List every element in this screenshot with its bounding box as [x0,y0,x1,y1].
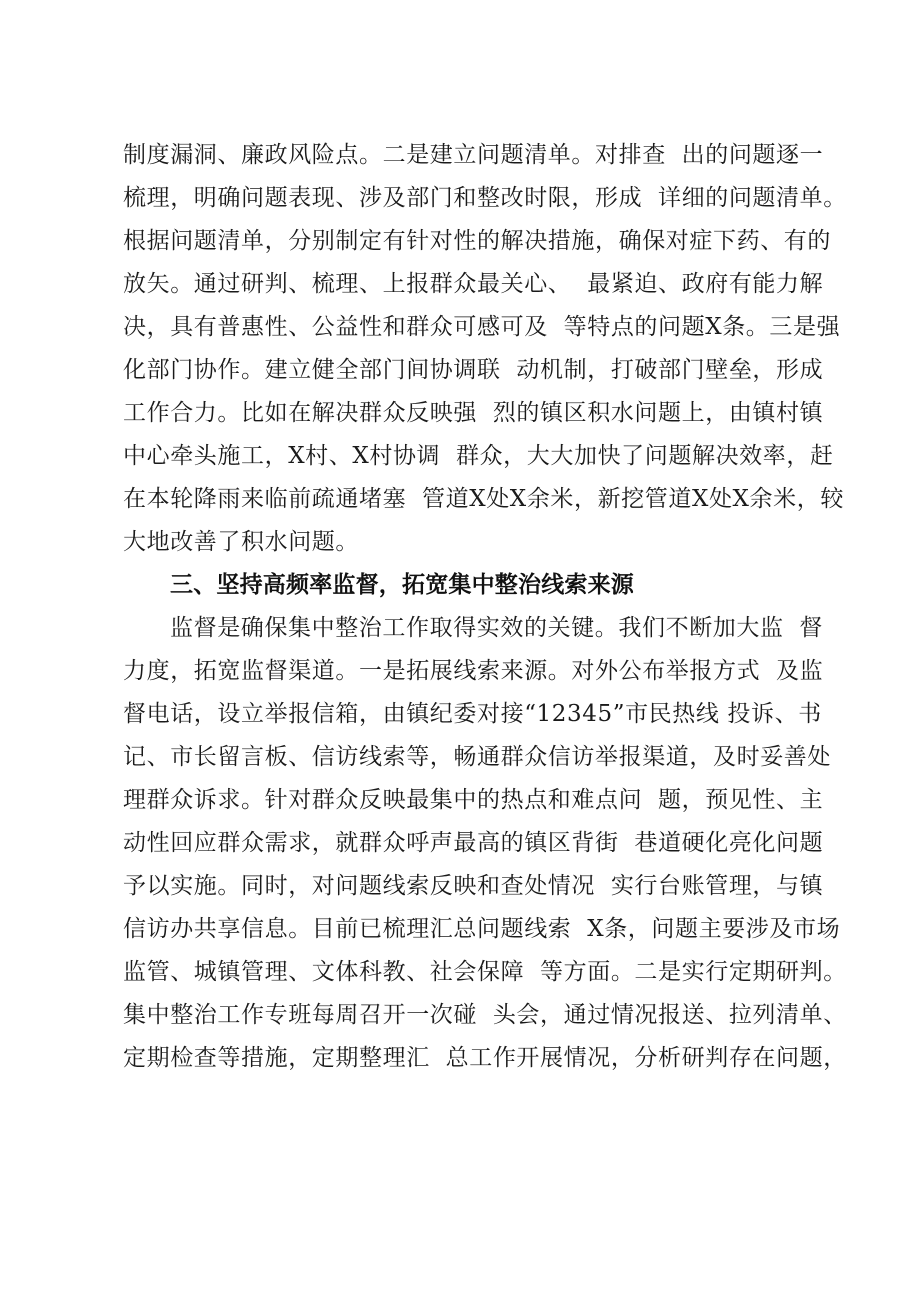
paragraph-1-line-2: 梳理，明确问题表现、涉及部门和整改时限，形成 详细的问题清单。 [123,185,847,211]
paragraph-1-line-1: 制度漏洞、廉政风险点。二是建立问题清单。对排查 出的问题逐一 [123,142,824,168]
paragraph-2-line-4: 记、市长留言板、信访线索等，畅通群众信访举报渠道，及时妥善处 [123,744,831,770]
paragraph-1-line-5: 决，具有普惠性、公益性和群众可感可及 等特点的问题X条。三是强 [123,314,841,340]
paragraph-2-line-9: 监管、城镇管理、文体科教、社会保障 等方面。二是实行定期研判。 [123,959,847,985]
paragraph-2-line-6: 动性回应群众需求，就群众呼声最高的镇区背街 巷道硬化亮化问题 [123,830,824,856]
paragraph-1-line-7: 工作合力。比如在解决群众反映强 烈的镇区积水问题上，由镇村镇 [123,400,824,426]
paragraph-2-line-10: 集中整治工作专班每周召开一次碰 头会，通过情况报送、拉列清单、 [123,1002,847,1028]
paragraph-2-line-3: 督电话，设立举报信箱，由镇纪委对接“12345”市民热线 投诉、书 [123,701,822,727]
paragraph-1-line-3: 根据问题清单，分别制定有针对性的解决措施，确保对症下药、有的 [123,228,831,254]
paragraph-1-line-4: 放矢。通过研判、梳理、上报群众最关心、 最紧迫、政府有能力解 [123,271,824,297]
paragraph-2-line-2: 力度，拓宽监督渠道。一是拓展线索来源。对外公布举报方式 及监 [123,658,824,684]
paragraph-2-line-8: 信访办共享信息。目前已梳理汇总问题线索 X条，问题主要涉及市场 [123,916,841,942]
section-heading: 三、坚持高频率监督，拓宽集中整治线索来源 [170,572,634,598]
paragraph-2-line-7: 予以实施。同时，对问题线索反映和查处情况 实行台账管理，与镇 [123,873,824,899]
paragraph-1-line-10: 大地改善了积水问题。 [123,529,359,555]
paragraph-2-line-11: 定期检查等措施，定期整理汇 总工作开展情况，分析研判存在问题， [123,1045,847,1071]
paragraph-1-line-9: 在本轮降雨来临前疏通堵塞 管道X处X余米，新挖管道X处X余米，较 [123,486,844,512]
paragraph-2-line-5: 理群众诉求。针对群众反映最集中的热点和难点问 题，预见性、主 [123,787,824,813]
paragraph-1-line-8: 中心牵头施工，X村、X村协调 群众，大大加快了问题解决效率，赶 [123,443,834,469]
paragraph-1-line-6: 化部门协作。建立健全部门间协调联 动机制，打破部门壁垒，形成 [123,357,824,383]
paragraph-2-line-1: 监督是确保集中整治工作取得实效的关键。我们不断加大监 督 [170,615,824,641]
